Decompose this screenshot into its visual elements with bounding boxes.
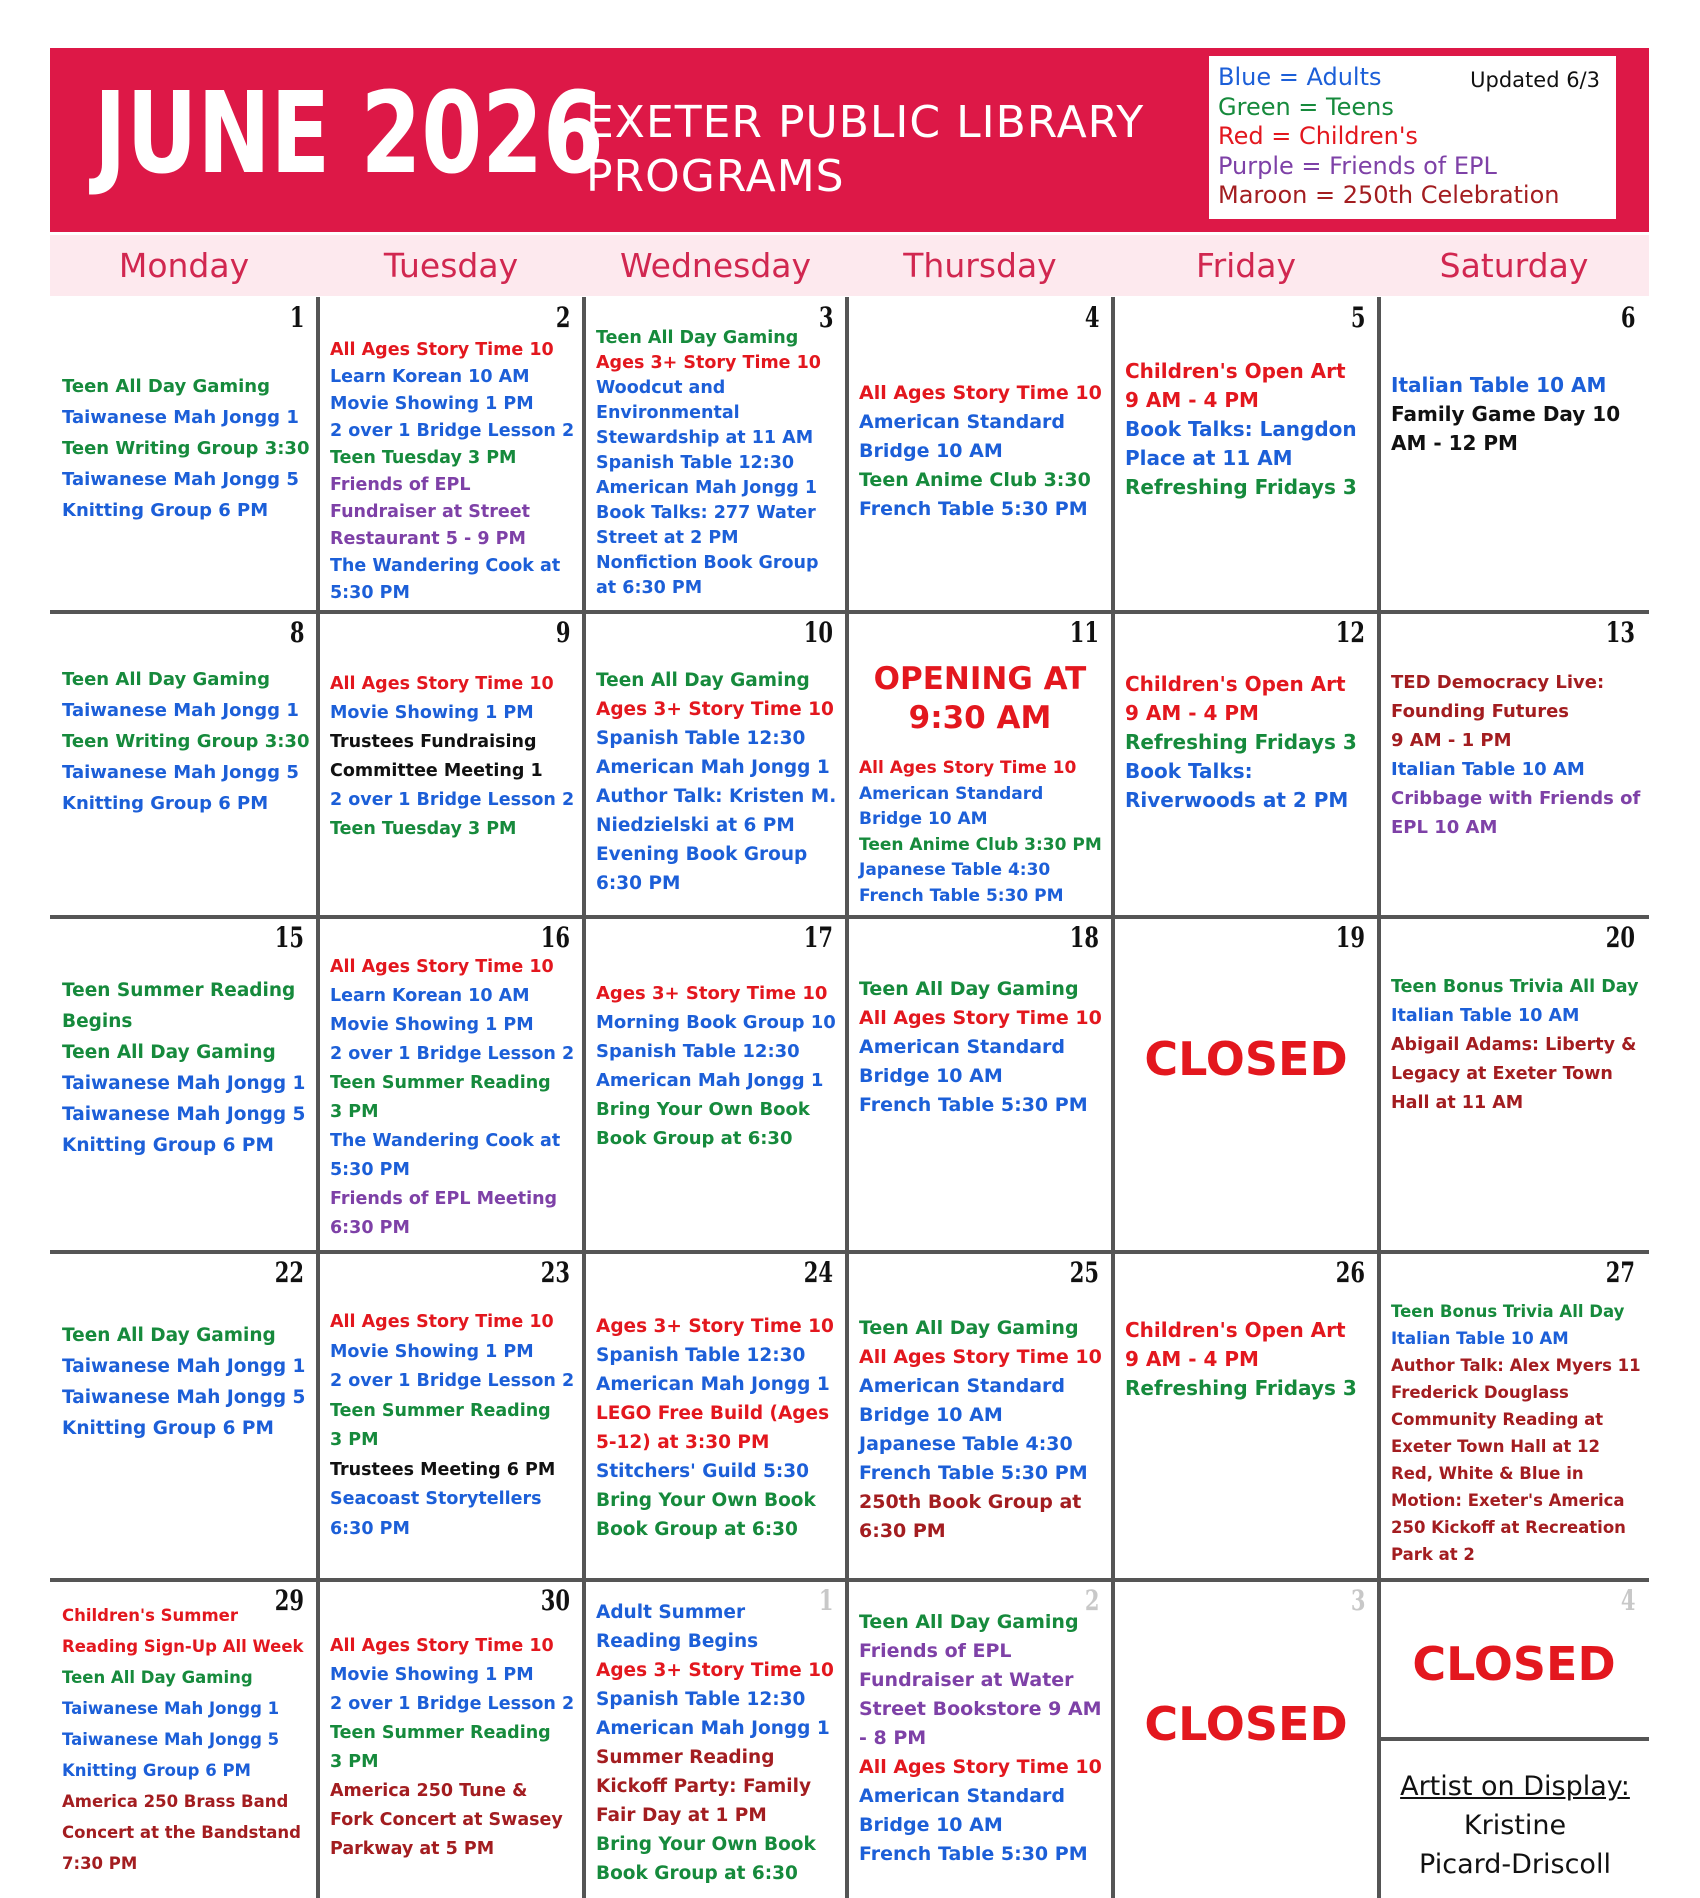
- event-list: [62, 1320, 305, 1444]
- day-cell: [1115, 1582, 1377, 1896]
- event-line: Abigail Adams: Liberty &: [1391, 1035, 1637, 1055]
- event-line: EPL 10 AM: [1391, 817, 1498, 838]
- day-cell: [320, 299, 582, 610]
- day-cell: [52, 299, 316, 610]
- event-list: [859, 1608, 1102, 1869]
- event-line: Knitting Group 6 PM: [62, 1418, 274, 1439]
- event-line: America 250 Brass Band: [62, 1792, 289, 1811]
- event-line: Teen Summer Reading: [62, 980, 296, 1001]
- event-line: Nonfiction Book Group: [596, 553, 819, 573]
- event-line: Bridge 10 AM: [859, 440, 1003, 462]
- event-line: Italian Table 10 AM: [1391, 1329, 1569, 1348]
- event-line: Movie Showing 1 PM: [330, 394, 534, 414]
- event-list: [330, 1308, 574, 1544]
- day-cell: [1115, 1254, 1377, 1578]
- event-list: [859, 379, 1102, 524]
- event-line: All Ages Story Time 10: [330, 674, 554, 694]
- event-line: Teen All Day Gaming: [596, 328, 799, 348]
- event-line: Niedzielski at 6 PM: [596, 815, 795, 836]
- event-line: Knitting Group 6 PM: [62, 1135, 274, 1156]
- event-line: Italian Table 10 AM: [1391, 373, 1607, 397]
- day-number: 25: [1069, 1256, 1099, 1289]
- day-cell: [849, 919, 1111, 1250]
- event-line: All Ages Story Time 10: [859, 1007, 1102, 1029]
- weekday-saturday: Saturday: [1439, 246, 1589, 285]
- event-line: 3 PM: [330, 1102, 379, 1122]
- event-line: America 250 Tune &: [330, 1781, 528, 1801]
- event-line: Bring Your Own Book: [596, 1099, 810, 1120]
- event-line: Teen Summer Reading: [330, 1723, 551, 1743]
- day-cell: [320, 614, 582, 915]
- event-line: American Mah Jongg 1: [596, 1718, 830, 1739]
- event-line: Bridge 10 AM: [859, 809, 988, 829]
- event-line: Parkway at 5 PM: [330, 1839, 495, 1859]
- day-cell: [849, 299, 1111, 610]
- day-cell: [52, 1582, 316, 1896]
- event-line: Bridge 10 AM: [859, 1404, 1003, 1426]
- event-line: Taiwanese Mah Jongg 5: [62, 1730, 280, 1749]
- event-line: Japanese Table 4:30: [859, 860, 1051, 880]
- day-number: 10: [803, 616, 833, 649]
- event-line: All Ages Story Time 10: [859, 1756, 1102, 1778]
- event-line: Friends of EPL: [859, 1640, 1012, 1662]
- event-line: at 6:30 PM: [596, 578, 703, 598]
- event-list: [596, 1598, 834, 1888]
- event-line: Movie Showing 1 PM: [330, 703, 534, 723]
- event-line: Book Talks: Langdon: [1125, 417, 1357, 441]
- event-line: Children's Open Art: [1125, 359, 1346, 383]
- event-line: Japanese Table 4:30: [859, 1433, 1073, 1455]
- event-line: Teen Writing Group 3:30: [62, 731, 310, 752]
- event-line: All Ages Story Time 10: [859, 758, 1077, 778]
- day-number: 18: [1069, 921, 1099, 954]
- event-line: 5-12) at 3:30 PM: [596, 1432, 770, 1453]
- event-line: Teen Tuesday 3 PM: [330, 448, 517, 468]
- event-line: Refreshing Fridays 3: [1125, 1376, 1357, 1400]
- event-line: Reading Begins: [596, 1631, 759, 1652]
- day-number: 9: [555, 616, 570, 649]
- day-number: 3: [818, 301, 833, 334]
- event-line: Taiwanese Mah Jongg 1: [62, 1699, 280, 1718]
- event-line: Bring Your Own Book: [596, 1834, 816, 1855]
- event-line: Children's Open Art: [1125, 672, 1346, 696]
- event-line: Place at 11 AM: [1125, 446, 1293, 470]
- event-line: Friends of EPL: [330, 475, 471, 495]
- event-line: Bridge 10 AM: [859, 1814, 1003, 1836]
- day-number: 2: [555, 301, 570, 334]
- event-line: French Table 5:30 PM: [859, 498, 1088, 520]
- event-line: Movie Showing 1 PM: [330, 1015, 534, 1035]
- day-number: 27: [1605, 1256, 1635, 1289]
- day-number: 4: [1620, 1584, 1635, 1617]
- event-list: [596, 666, 836, 898]
- event-line: American Standard: [859, 1785, 1066, 1807]
- event-line: Spanish Table 12:30: [596, 1041, 800, 1062]
- event-list: [1391, 1298, 1641, 1568]
- day-number: 16: [540, 921, 570, 954]
- event-line: Book Group at 6:30: [596, 1128, 793, 1149]
- event-line: Teen All Day Gaming: [859, 1317, 1079, 1339]
- closed-notice: CLOSED: [1412, 1637, 1616, 1691]
- day-cell: [849, 1582, 1111, 1896]
- artist-title: Artist on Display:: [1400, 1771, 1630, 1802]
- day-number: 29: [274, 1584, 304, 1617]
- event-line: Cribbage with Friends of: [1391, 788, 1641, 809]
- weekday-monday: Monday: [118, 246, 250, 285]
- event-line: All Ages Story Time 10: [859, 382, 1102, 404]
- day-number: 5: [1350, 301, 1365, 334]
- event-line: Teen Anime Club 3:30 PM: [859, 834, 1102, 855]
- event-line: Street Bookstore 9 AM: [859, 1698, 1102, 1720]
- event-line: Teen Bonus Trivia All Day: [1391, 977, 1639, 997]
- event-line: Taiwanese Mah Jongg 5: [62, 1387, 306, 1408]
- day-number: 8: [289, 616, 304, 649]
- day-number: 19: [1335, 921, 1365, 954]
- event-line: Spanish Table 12:30: [596, 453, 795, 473]
- event-line: American Mah Jongg 1: [596, 478, 818, 498]
- event-line: Italian Table 10 AM: [1391, 759, 1585, 780]
- legend-item: Purple = Friends of EPL: [1218, 151, 1497, 180]
- event-line: 2 over 1 Bridge Lesson 2: [330, 1044, 575, 1064]
- day-number: 15: [274, 921, 304, 954]
- event-line: Ages 3+ Story Time 10: [596, 353, 821, 373]
- event-line: Woodcut and: [596, 378, 726, 398]
- event-line: 6:30 PM: [596, 873, 681, 894]
- day-cell: [52, 614, 316, 915]
- weekday-wednesday: Wednesday: [619, 246, 812, 285]
- event-line: 250th Book Group at: [859, 1491, 1082, 1513]
- day-number: 23: [540, 1256, 570, 1289]
- event-line: French Table 5:30 PM: [859, 885, 1064, 906]
- event-line: French Table 5:30 PM: [859, 1462, 1088, 1484]
- day-cell: [849, 614, 1111, 915]
- event-line: Concert at the Bandstand: [62, 1823, 301, 1842]
- event-line: Author Talk: Kristen M.: [596, 786, 837, 807]
- event-line: Learn Korean 10 AM: [330, 367, 530, 387]
- day-cell: [1115, 919, 1377, 1250]
- day-cell: [586, 1582, 845, 1896]
- event-line: Taiwanese Mah Jongg 1: [62, 407, 299, 428]
- event-line: 6:30 PM: [859, 1520, 946, 1542]
- event-line: Motion: Exeter's America: [1391, 1491, 1625, 1510]
- day-cell: [320, 1582, 582, 1896]
- event-list: [62, 975, 305, 1161]
- day-cell: [320, 919, 582, 1250]
- event-list: [859, 1314, 1102, 1546]
- event-line: Knitting Group 6 PM: [62, 500, 269, 521]
- event-line: American Standard: [859, 411, 1066, 433]
- event-line: Teen All Day Gaming: [859, 1611, 1079, 1633]
- day-cell: [586, 1254, 845, 1578]
- event-line: Author Talk: Alex Myers 11: [1391, 1356, 1641, 1375]
- event-line: Knitting Group 6 PM: [62, 1761, 251, 1780]
- event-list: [62, 371, 309, 526]
- event-line: Ages 3+ Story Time 10: [596, 983, 828, 1004]
- day-cell: [1381, 299, 1647, 610]
- event-line: 5:30 PM: [330, 1160, 410, 1180]
- day-number: 26: [1335, 1256, 1365, 1289]
- weekday-friday: Friday: [1195, 246, 1296, 285]
- event-line: 9 AM - 4 PM: [1125, 388, 1259, 412]
- event-line: Teen All Day Gaming: [62, 669, 271, 690]
- event-list: [1391, 371, 1620, 458]
- event-list: [330, 670, 574, 844]
- event-line: French Table 5:30 PM: [859, 1843, 1088, 1865]
- event-line: Book Group at 6:30: [596, 1519, 798, 1540]
- event-line: American Standard: [859, 1375, 1066, 1397]
- event-line: All Ages Story Time 10: [330, 340, 554, 360]
- event-line: Family Game Day 10: [1391, 402, 1621, 426]
- event-line: Ages 3+ Story Time 10: [596, 1316, 834, 1337]
- day-number: 6: [1620, 301, 1635, 334]
- legend-item: Green = Teens: [1218, 92, 1394, 121]
- event-line: Exeter Town Hall at 12: [1391, 1437, 1600, 1456]
- day-number: 17: [803, 921, 833, 954]
- updated-date: Updated 6/3: [1470, 68, 1600, 92]
- event-line: Fundraiser at Street: [330, 502, 530, 522]
- event-line: - 8 PM: [859, 1727, 927, 1749]
- event-list: [1125, 1316, 1357, 1403]
- event-line: All Ages Story Time 10: [330, 1636, 554, 1656]
- event-line: American Mah Jongg 1: [596, 757, 830, 778]
- event-line: Taiwanese Mah Jongg 1: [62, 1356, 306, 1377]
- event-line: Morning Book Group 10: [596, 1012, 836, 1033]
- event-line: Taiwanese Mah Jongg 5: [62, 1104, 306, 1125]
- event-line: French Table 5:30 PM: [859, 1094, 1088, 1116]
- event-line: 2 over 1 Bridge Lesson 2: [330, 1371, 575, 1391]
- day-number: 2: [1084, 1584, 1099, 1617]
- event-list: [859, 975, 1102, 1120]
- event-list: [330, 337, 574, 607]
- weekday-tuesday: Tuesday: [383, 246, 519, 285]
- event-list: [62, 664, 309, 819]
- event-list: [330, 1632, 574, 1864]
- event-line: Restaurant 5 - 9 PM: [330, 529, 526, 549]
- event-line: Fair Day at 1 PM: [596, 1805, 767, 1826]
- event-list: [62, 1600, 304, 1879]
- event-line: Ages 3+ Story Time 10: [596, 1660, 834, 1681]
- library-title-line1: EXETER PUBLIC LIBRARY: [586, 97, 1145, 148]
- closed-notice: CLOSED: [1144, 1032, 1348, 1086]
- library-title: [586, 96, 1144, 204]
- event-line: Red, White & Blue in: [1391, 1464, 1584, 1483]
- event-line: Taiwanese Mah Jongg 5: [62, 762, 299, 783]
- legend-item: Maroon = 250th Celebration: [1218, 181, 1560, 209]
- event-line: Book Group at 6:30: [596, 1863, 798, 1884]
- event-line: 9 AM - 1 PM: [1391, 730, 1512, 751]
- event-line: Founding Futures: [1391, 701, 1570, 722]
- event-list: [1391, 668, 1640, 842]
- day-cell: [849, 1254, 1111, 1578]
- day-cell: [1115, 614, 1377, 915]
- event-line: Street at 2 PM: [596, 528, 739, 548]
- event-line: The Wandering Cook at: [330, 1131, 561, 1151]
- event-line: Stewardship at 11 AM: [596, 428, 814, 448]
- event-line: Taiwanese Mah Jongg 1: [62, 700, 299, 721]
- event-line: Committee Meeting 1: [330, 761, 543, 781]
- event-line: Children's Open Art: [1125, 1318, 1346, 1342]
- artist-name-line2: Picard-Driscoll: [1419, 1849, 1611, 1880]
- event-list: [859, 756, 1102, 909]
- event-line: Teen All Day Gaming: [62, 376, 271, 397]
- day-cell: [320, 1254, 582, 1578]
- day-number: 4: [1084, 301, 1099, 334]
- opening-notice: OPENING AT 9:30 AM: [873, 661, 1087, 736]
- event-line: Bridge 10 AM: [859, 1065, 1003, 1087]
- event-line: AM - 12 PM: [1391, 431, 1518, 455]
- day-number: 1: [289, 301, 304, 334]
- day-number: 30: [540, 1584, 570, 1617]
- day-cell: [586, 299, 845, 610]
- event-line: LEGO Free Build (Ages: [596, 1403, 830, 1424]
- event-line: 6:30 PM: [330, 1518, 410, 1539]
- event-line: Teen All Day Gaming: [596, 670, 810, 691]
- event-line: 2 over 1 Bridge Lesson 2: [330, 421, 575, 441]
- event-list: [1391, 973, 1638, 1118]
- day-number: 20: [1605, 921, 1635, 954]
- day-cell: [586, 919, 845, 1250]
- event-line: Teen Summer Reading: [330, 1400, 551, 1421]
- event-list: [596, 979, 836, 1153]
- event-line: Movie Showing 1 PM: [330, 1665, 534, 1685]
- event-line: Book Talks:: [1125, 759, 1253, 783]
- event-line: Summer Reading: [596, 1747, 775, 1768]
- color-legend: [1209, 56, 1616, 219]
- event-line: Environmental: [596, 403, 740, 423]
- event-line: Legacy at Exeter Town: [1391, 1064, 1613, 1084]
- event-line: Teen Tuesday 3 PM: [330, 819, 517, 839]
- event-line: Fundraiser at Water: [859, 1669, 1074, 1691]
- event-line: Stitchers' Guild 5:30: [596, 1461, 810, 1482]
- event-line: Fork Concert at Swasey: [330, 1810, 563, 1830]
- legend-item: Red = Children's: [1218, 122, 1418, 150]
- event-line: Spanish Table 12:30: [596, 728, 806, 749]
- event-line: Kickoff Party: Family: [596, 1776, 812, 1797]
- event-line: Book Talks: 277 Water: [596, 503, 816, 523]
- day-number: 12: [1335, 616, 1365, 649]
- event-line: Spanish Table 12:30: [596, 1345, 806, 1366]
- event-line: Spanish Table 12:30: [596, 1689, 806, 1710]
- day-cell: [1115, 299, 1377, 610]
- event-line: Trustees Meeting 6 PM: [330, 1459, 556, 1480]
- event-line: Italian Table 10 AM: [1391, 1006, 1580, 1026]
- event-line: Ages 3+ Story Time 10: [596, 699, 834, 720]
- event-line: Refreshing Fridays 3: [1125, 730, 1357, 754]
- closed-notice: CLOSED: [1144, 1697, 1348, 1751]
- event-line: 9 AM - 4 PM: [1125, 701, 1259, 725]
- month-title: JUNE 2026: [94, 69, 604, 199]
- event-line: 2 over 1 Bridge Lesson 2: [330, 790, 575, 810]
- event-list: [330, 953, 574, 1243]
- event-line: Teen All Day Gaming: [62, 1042, 276, 1063]
- event-line: Seacoast Storytellers: [330, 1489, 542, 1509]
- artist-name-line1: Kristine: [1463, 1810, 1567, 1841]
- event-line: Teen Anime Club 3:30: [859, 469, 1091, 491]
- day-cell: [1381, 919, 1647, 1250]
- event-line: American Standard: [859, 783, 1044, 804]
- day-number: 3: [1350, 1584, 1365, 1617]
- event-line: 7:30 PM: [62, 1854, 138, 1873]
- event-line: Hall at 11 AM: [1391, 1093, 1524, 1113]
- event-line: 3 PM: [330, 1752, 379, 1772]
- event-line: Children's Summer: [62, 1606, 239, 1625]
- event-line: Bring Your Own Book: [596, 1490, 816, 1511]
- day-number: 11: [1069, 616, 1099, 649]
- day-cell: [1381, 1254, 1647, 1578]
- event-line: TED Democracy Live:: [1391, 672, 1605, 693]
- event-list: [596, 326, 821, 601]
- event-line: Begins: [62, 1011, 133, 1032]
- event-line: Community Reading at: [1391, 1410, 1604, 1429]
- event-list: [1125, 670, 1357, 815]
- event-line: Frederick Douglass: [1391, 1383, 1569, 1402]
- event-line: All Ages Story Time 10: [859, 1346, 1102, 1368]
- event-list: [596, 1312, 834, 1544]
- day-cell: [1381, 614, 1647, 915]
- weekday-thursday: Thursday: [903, 246, 1057, 285]
- day-number: 13: [1605, 616, 1635, 649]
- event-line: Learn Korean 10 AM: [330, 986, 530, 1006]
- event-line: Teen Bonus Trivia All Day: [1391, 1302, 1625, 1321]
- day-number: 22: [274, 1256, 304, 1289]
- artist-on-display: [1381, 1767, 1649, 1884]
- library-title-line2: PROGRAMS: [586, 151, 845, 202]
- event-line: Knitting Group 6 PM: [62, 793, 269, 814]
- event-line: Teen Summer Reading: [330, 1073, 551, 1093]
- event-line: Teen All Day Gaming: [62, 1325, 276, 1346]
- day-number: 24: [803, 1256, 833, 1289]
- day-cell: [52, 919, 316, 1250]
- day-cell: [52, 1254, 316, 1578]
- event-line: Riverwoods at 2 PM: [1125, 788, 1349, 812]
- day-number: 1: [818, 1584, 833, 1617]
- day-cell: [586, 614, 845, 915]
- event-line: Refreshing Fridays 3: [1125, 475, 1357, 499]
- event-line: Taiwanese Mah Jongg 5: [62, 469, 299, 490]
- event-line: 3 PM: [330, 1430, 379, 1450]
- event-line: American Mah Jongg 1: [596, 1070, 824, 1091]
- legend-item: Blue = Adults: [1218, 63, 1382, 91]
- event-line: All Ages Story Time 10: [330, 957, 554, 977]
- event-line: Teen All Day Gaming: [859, 978, 1079, 1000]
- event-line: Teen Writing Group 3:30: [62, 438, 310, 459]
- event-line: 9 AM - 4 PM: [1125, 1347, 1259, 1371]
- event-line: Park at 2: [1391, 1545, 1475, 1564]
- event-line: Friends of EPL Meeting: [330, 1189, 558, 1209]
- event-list: [1125, 357, 1357, 502]
- event-line: 5:30 PM: [330, 583, 410, 603]
- event-line: Reading Sign-Up All Week: [62, 1637, 304, 1656]
- event-line: Taiwanese Mah Jongg 1: [62, 1073, 306, 1094]
- event-line: Evening Book Group: [596, 844, 808, 865]
- event-line: Teen All Day Gaming: [62, 1668, 253, 1687]
- event-line: All Ages Story Time 10: [330, 1312, 554, 1332]
- event-line: Movie Showing 1 PM: [330, 1341, 534, 1362]
- event-line: 2 over 1 Bridge Lesson 2: [330, 1694, 575, 1714]
- event-line: 250 Kickoff at Recreation: [1391, 1518, 1626, 1537]
- event-line: American Mah Jongg 1: [596, 1374, 830, 1395]
- event-line: The Wandering Cook at: [330, 556, 561, 576]
- event-line: Adult Summer: [596, 1602, 746, 1623]
- event-line: American Standard: [859, 1036, 1066, 1058]
- event-line: Trustees Fundraising: [330, 732, 537, 752]
- event-line: 6:30 PM: [330, 1218, 410, 1238]
